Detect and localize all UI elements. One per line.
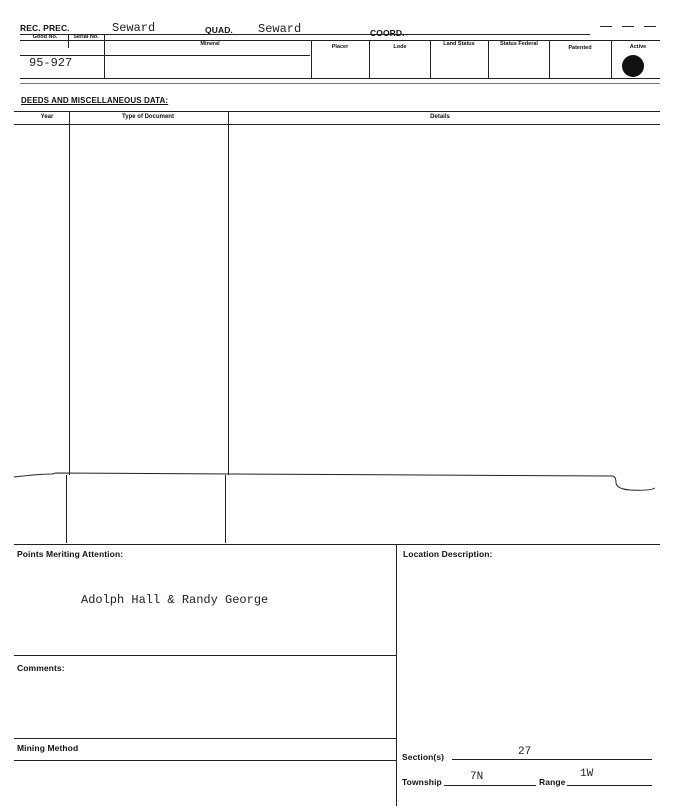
claim-table-underline <box>20 83 660 84</box>
deeds-top-line <box>14 111 660 112</box>
bottom-center-divider <box>396 544 397 806</box>
col-year: Year <box>40 114 54 120</box>
township-value: 7N <box>470 771 484 783</box>
header-dash-2 <box>622 26 634 27</box>
points-label: Points Meriting Attention: <box>17 549 124 559</box>
range-line <box>567 785 652 786</box>
col-details: Details <box>430 114 450 120</box>
rec-prec-value: Seward <box>112 21 156 35</box>
claim-table-header-line <box>20 40 660 41</box>
col-status-federal: Status Federal <box>500 41 538 47</box>
col-patented: Patented <box>568 45 592 51</box>
good-no-value: 95-927 <box>29 56 73 70</box>
points-bottom-line <box>14 655 396 656</box>
range-label: Range <box>539 777 566 787</box>
points-value: Adolph Hall & Randy George <box>81 593 269 607</box>
claim-col-div-8 <box>611 40 612 78</box>
mining-method-bottom-line <box>14 760 396 761</box>
col-type-of-document: Type of Document <box>122 114 174 120</box>
comments-label: Comments: <box>17 663 65 673</box>
col-serial-no: Serial No. <box>73 34 99 40</box>
claim-table-bottom-line <box>20 78 660 79</box>
col-mineral: Mineral <box>200 41 220 47</box>
header-dash-3 <box>644 26 656 27</box>
claim-col-div-6 <box>488 40 489 78</box>
claim-col-div-2 <box>104 35 105 78</box>
sections-value: 27 <box>518 746 532 758</box>
location-description-label: Location Description: <box>403 549 493 559</box>
active-filled-dot-icon <box>622 55 644 77</box>
mining-method-label: Mining Method <box>17 743 79 753</box>
coord-label: COORD. <box>370 28 405 38</box>
township-line <box>444 785 536 786</box>
quad-value: Seward <box>258 22 302 36</box>
claim-col-div-5 <box>430 40 431 78</box>
header-top-line <box>20 34 590 35</box>
comments-bottom-line <box>14 738 396 739</box>
range-value: 1W <box>580 768 594 780</box>
col-land-status: Land Status <box>443 41 475 47</box>
claim-col-div-1 <box>68 35 69 48</box>
header-dash-1 <box>600 26 612 27</box>
deeds-header-line <box>14 124 660 125</box>
deeds-section-title: DEEDS AND MISCELLANEOUS DATA: <box>21 96 169 105</box>
deeds-bottom-line <box>14 544 660 545</box>
claim-col-div-7 <box>549 40 550 78</box>
sections-line <box>452 759 652 760</box>
col-good-no: Good No. <box>32 34 58 40</box>
sections-label: Section(s) <box>402 752 445 762</box>
col-placer: Placer <box>331 44 349 50</box>
township-label: Township <box>402 777 442 787</box>
rec-prec-label: REC. PREC. <box>20 23 70 33</box>
deeds-col-div-2 <box>228 111 229 475</box>
deeds-tear-line <box>0 465 678 495</box>
col-active: Active <box>629 44 647 50</box>
deeds-col-div-1 <box>69 111 70 475</box>
col-lode: Lode <box>393 44 407 50</box>
quad-label: QUAD. <box>205 25 233 35</box>
claim-col-div-4 <box>369 40 370 78</box>
